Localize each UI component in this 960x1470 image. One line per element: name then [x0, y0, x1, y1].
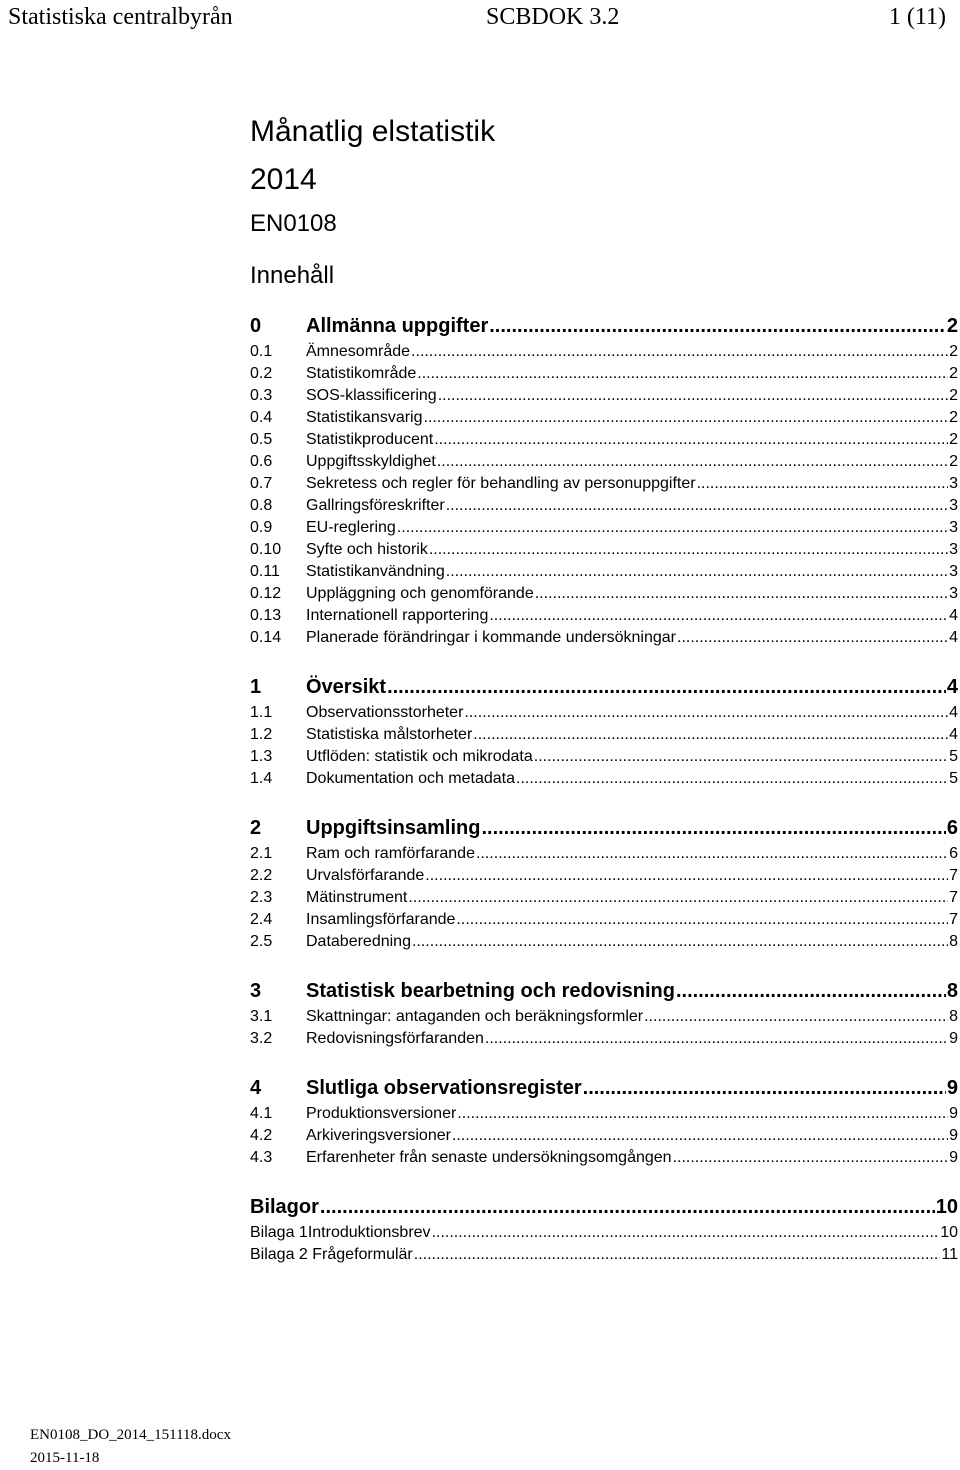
toc-number: 2.1: [250, 845, 273, 862]
toc-section: [250, 1193, 958, 1266]
toc-leader-dots: [446, 495, 948, 517]
toc-leader-dots: [485, 1028, 948, 1050]
toc-page: 5: [949, 770, 958, 787]
toc-title: Statistisk bearbetning och redovisning: [306, 980, 675, 1002]
toc-page: 2: [949, 409, 958, 426]
toc-item[interactable]: [250, 909, 958, 931]
toc-number: 4.3: [250, 1149, 273, 1166]
toc-title: Arkiveringsversioner: [306, 1127, 451, 1144]
toc-number: 2: [250, 817, 262, 839]
toc-page: 9: [949, 1105, 958, 1122]
toc-title: Bilaga 1Introduktionsbrev: [250, 1224, 431, 1241]
toc-item[interactable]: [250, 931, 958, 953]
toc-page: 3: [949, 497, 958, 514]
toc-number: 2.4: [250, 911, 273, 928]
toc-section-heading[interactable]: [250, 673, 958, 702]
toc-title: Statistikproducent: [306, 431, 434, 448]
toc-title: Statistikanvändning: [306, 563, 445, 580]
toc-number: 0.11: [250, 563, 280, 580]
toc-title: Skattningar: antaganden och beräkningsformler: [306, 1008, 644, 1025]
toc-number: 0.8: [250, 497, 273, 514]
toc-section-heading[interactable]: [250, 312, 958, 341]
toc-page: 4: [949, 704, 958, 721]
page-header: [0, 0, 960, 40]
toc-leader-dots: [432, 1222, 940, 1244]
toc-section-heading[interactable]: [250, 1193, 958, 1222]
toc-leader-dots: [644, 1006, 948, 1028]
toc-title: Bilaga 2 Frågeformulär: [250, 1246, 413, 1263]
toc-page: 3: [949, 519, 958, 536]
toc-item[interactable]: [250, 561, 958, 583]
toc-section-heading[interactable]: [250, 977, 958, 1006]
table-of-contents: [250, 312, 958, 1290]
toc-item[interactable]: [250, 887, 958, 909]
toc-number: 0.9: [250, 519, 273, 536]
toc-title: Slutliga observationsregister: [306, 1077, 582, 1099]
toc-leader-dots: [516, 768, 948, 790]
toc-page: 3: [949, 475, 958, 492]
toc-title: Mätinstrument: [306, 889, 408, 906]
toc-item[interactable]: [250, 843, 958, 865]
toc-leader-dots: [673, 1147, 949, 1169]
toc-item[interactable]: [250, 865, 958, 887]
toc-page: 7: [949, 889, 958, 906]
toc-number: 2.2: [250, 867, 273, 884]
toc-section: [250, 312, 958, 649]
toc-item[interactable]: [250, 385, 958, 407]
toc-page: 2: [949, 365, 958, 382]
toc-page: 5: [949, 748, 958, 765]
toc-page: 7: [949, 911, 958, 928]
toc-section-heading[interactable]: [250, 814, 958, 843]
toc-item[interactable]: [250, 539, 958, 561]
toc-title: Statistikansvarig: [306, 409, 423, 426]
toc-item[interactable]: [250, 341, 958, 363]
toc-leader-dots: [535, 583, 948, 605]
footer-filename: EN0108_DO_2014_151118.docx: [30, 1427, 231, 1443]
toc-title: Utflöden: statistik och mikrodata: [306, 748, 533, 765]
toc-page: 9: [949, 1127, 958, 1144]
toc-title: Bilagor: [250, 1196, 319, 1218]
toc-title: Ämnesområde: [306, 343, 411, 360]
toc-number: 4.2: [250, 1127, 273, 1144]
toc-item[interactable]: [250, 1125, 958, 1147]
toc-title: SOS-klassificering: [306, 387, 437, 404]
toc-leader-dots: [424, 407, 949, 429]
toc-title: Internationell rapportering: [306, 607, 489, 624]
toc-leader-dots: [583, 1074, 946, 1103]
toc-page: 9: [946, 1077, 958, 1099]
toc-page: 3: [949, 563, 958, 580]
toc-section: [250, 814, 958, 953]
toc-page: 6: [946, 817, 958, 839]
toc-page: 4: [946, 676, 958, 698]
toc-title: EU-reglering: [306, 519, 396, 536]
toc-title: Observationsstorheter: [306, 704, 464, 721]
toc-title: Statistiska målstorheter: [306, 726, 473, 743]
toc-number: 3: [250, 980, 262, 1002]
toc-leader-dots: [438, 385, 948, 407]
toc-page: 8: [949, 1008, 958, 1025]
page-number: 1 (11): [888, 4, 946, 30]
toc-number: 0.1: [250, 343, 273, 360]
toc-leader-dots: [414, 1244, 941, 1266]
toc-item[interactable]: [250, 451, 958, 473]
toc-number: 1.2: [250, 726, 273, 743]
toc-title: Uppläggning och genomförande: [306, 585, 534, 602]
toc-item[interactable]: [250, 1244, 958, 1266]
toc-number: 0.5: [250, 431, 273, 448]
toc-item[interactable]: [250, 495, 958, 517]
toc-number: 0.13: [250, 607, 282, 624]
toc-title: Gallringsföreskrifter: [306, 497, 445, 514]
toc-page: 6: [949, 845, 958, 862]
toc-title: Syfte och historik: [306, 541, 428, 558]
toc-number: 0.14: [250, 629, 282, 646]
toc-leader-dots: [397, 517, 948, 539]
toc-leader-dots: [320, 1193, 935, 1222]
toc-number: 1.4: [250, 770, 273, 787]
toc-number: 0.6: [250, 453, 273, 470]
toc-item[interactable]: [250, 702, 958, 724]
toc-title: Databeredning: [306, 933, 411, 950]
toc-item[interactable]: [250, 407, 958, 429]
toc-number: 0.4: [250, 409, 273, 426]
toc-leader-dots: [411, 341, 948, 363]
toc-page: 3: [949, 541, 958, 558]
toc-number: 2.5: [250, 933, 273, 950]
toc-item[interactable]: [250, 1006, 958, 1028]
toc-page: 2: [949, 387, 958, 404]
toc-title: Planerade förändringar i kommande undersökningar: [306, 629, 676, 646]
toc-title: Produktionsversioner: [306, 1105, 457, 1122]
toc-item[interactable]: [250, 746, 958, 768]
toc-page: 2: [949, 453, 958, 470]
toc-page: 3: [949, 585, 958, 602]
toc-page: 4: [949, 629, 958, 646]
toc-item[interactable]: [250, 1222, 958, 1244]
toc-item[interactable]: [250, 1147, 958, 1169]
toc-item[interactable]: [250, 627, 958, 649]
organization-name: Statistiska centralbyrån: [8, 4, 233, 30]
document-title: Månatlig elstatistik: [250, 115, 496, 148]
toc-leader-dots: [473, 724, 948, 746]
toc-section: [250, 1074, 958, 1169]
toc-leader-dots: [387, 673, 946, 702]
toc-title: Insamlingsförfarande: [306, 911, 456, 928]
toc-leader-dots: [457, 1103, 948, 1125]
title-block: [250, 112, 495, 240]
toc-number: 0.12: [250, 585, 282, 602]
toc-leader-dots: [434, 429, 948, 451]
toc-page: 2: [949, 431, 958, 448]
toc-title: Redovisningsförfaranden: [306, 1030, 484, 1047]
footer-date: 2015-11-18: [30, 1450, 100, 1466]
toc-page: 4: [949, 726, 958, 743]
toc-leader-dots: [456, 909, 948, 931]
toc-number: 0.10: [250, 541, 282, 558]
toc-leader-dots: [481, 814, 945, 843]
toc-title: Sekretess och regler för behandling av personuppgifter: [306, 475, 696, 492]
toc-item[interactable]: [250, 1103, 958, 1125]
toc-page: 11: [941, 1246, 958, 1263]
toc-section: [250, 977, 958, 1050]
toc-leader-dots: [417, 363, 948, 385]
toc-leader-dots: [446, 561, 948, 583]
toc-page: 10: [935, 1196, 958, 1218]
toc-title: Uppgiftsskyldighet: [306, 453, 436, 470]
toc-number: 0.7: [250, 475, 273, 492]
toc-number: 4: [250, 1077, 262, 1099]
toc-leader-dots: [489, 312, 946, 341]
toc-number: 1: [250, 676, 262, 698]
toc-item[interactable]: [250, 517, 958, 539]
toc-leader-dots: [677, 627, 948, 649]
toc-page: 9: [949, 1149, 958, 1166]
toc-title: Uppgiftsinsamling: [306, 817, 481, 839]
toc-title: Statistikområde: [306, 365, 417, 382]
toc-leader-dots: [464, 702, 948, 724]
contents-heading: Innehåll: [250, 262, 335, 289]
toc-title: Erfarenheter från senaste undersökningsomgången: [306, 1149, 672, 1166]
document-year: 2014: [250, 163, 317, 196]
toc-number: 0.3: [250, 387, 273, 404]
toc-section: [250, 673, 958, 790]
toc-title: Urvalsförfarande: [306, 867, 425, 884]
toc-item[interactable]: [250, 473, 958, 495]
toc-title: Dokumentation och metadata: [306, 770, 516, 787]
toc-number: 3.2: [250, 1030, 273, 1047]
toc-item[interactable]: [250, 583, 958, 605]
toc-page: 2: [949, 343, 958, 360]
toc-item[interactable]: [250, 363, 958, 385]
toc-page: 8: [949, 933, 958, 950]
toc-number: 1.3: [250, 748, 273, 765]
toc-leader-dots: [697, 473, 949, 495]
toc-leader-dots: [676, 977, 946, 1006]
toc-page: 10: [940, 1224, 958, 1241]
toc-item[interactable]: [250, 605, 958, 627]
toc-leader-dots: [476, 843, 948, 865]
toc-title: Översikt: [306, 676, 387, 698]
toc-number: 3.1: [250, 1008, 273, 1025]
toc-leader-dots: [429, 539, 948, 561]
toc-page: 8: [946, 980, 958, 1002]
toc-item[interactable]: [250, 1028, 958, 1050]
toc-title: Allmänna uppgifter: [306, 315, 489, 337]
toc-leader-dots: [408, 887, 948, 909]
toc-number: 0: [250, 315, 262, 337]
toc-number: 0.2: [250, 365, 273, 382]
toc-leader-dots: [452, 1125, 948, 1147]
toc-number: 2.3: [250, 889, 273, 906]
toc-number: 4.1: [250, 1105, 273, 1122]
toc-page: 9: [949, 1030, 958, 1047]
toc-item[interactable]: [250, 429, 958, 451]
toc-item[interactable]: [250, 724, 958, 746]
document-id: SCBDOK 3.2: [486, 4, 620, 30]
toc-page: 2: [946, 315, 958, 337]
toc-leader-dots: [534, 746, 948, 768]
toc-page: 7: [949, 867, 958, 884]
product-code: EN0108: [250, 210, 337, 237]
toc-page: 4: [949, 607, 958, 624]
toc-item[interactable]: [250, 768, 958, 790]
toc-leader-dots: [489, 605, 948, 627]
toc-title: Ram och ramförfarande: [306, 845, 475, 862]
toc-leader-dots: [437, 451, 948, 473]
toc-leader-dots: [425, 865, 948, 887]
toc-leader-dots: [412, 931, 948, 953]
toc-section-heading[interactable]: [250, 1074, 958, 1103]
toc-number: 1.1: [250, 704, 273, 721]
